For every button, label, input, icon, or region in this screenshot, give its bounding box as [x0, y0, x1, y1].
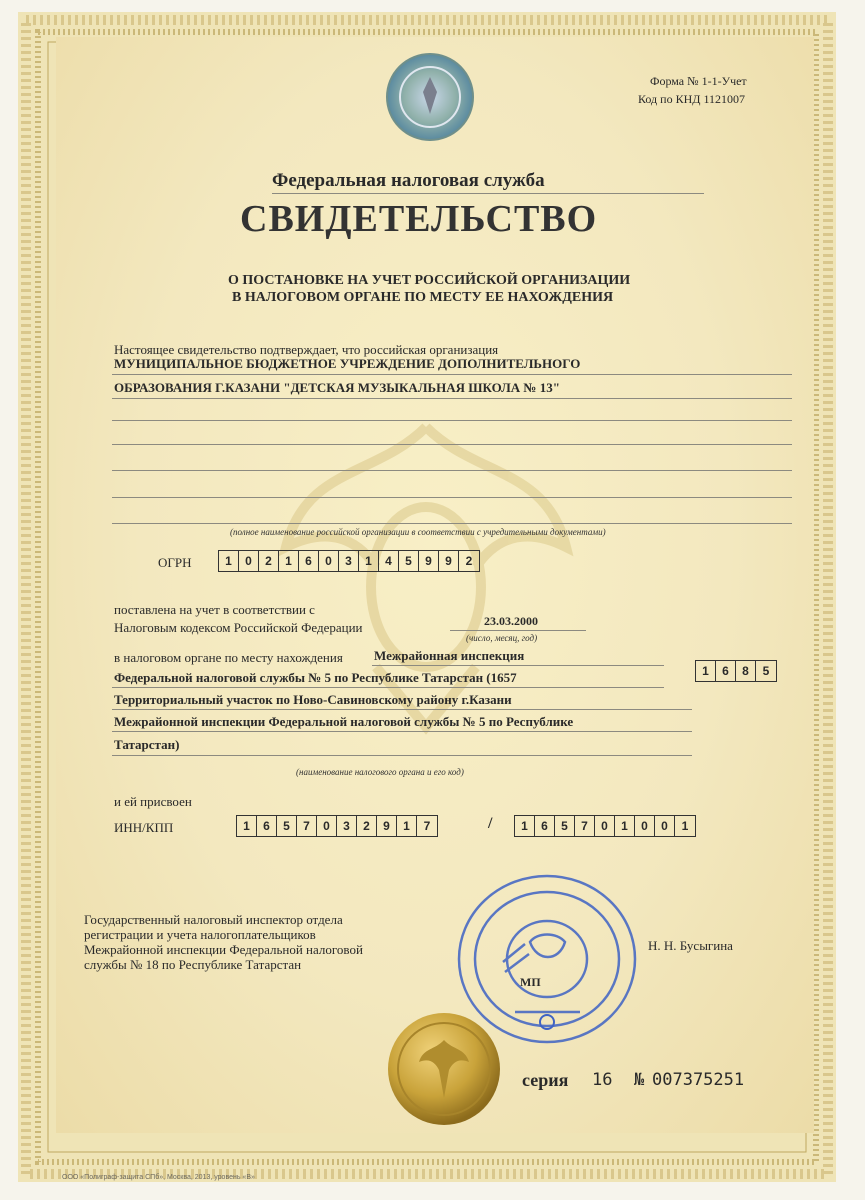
ogrn-digit: 3 — [339, 551, 359, 571]
rule — [372, 665, 664, 666]
inn-digit: 9 — [377, 816, 397, 836]
ogrn-boxes — [218, 550, 480, 572]
rule — [112, 444, 792, 445]
rule — [112, 497, 792, 498]
rule — [112, 420, 792, 421]
printer-info: ООО «Полиграф-защита СПб», Москва, 2013, уровень «В» — [62, 1174, 255, 1181]
rule — [112, 755, 692, 756]
hologram-emblem-icon — [385, 52, 475, 142]
kpp-digit: 1 — [681, 819, 689, 833]
kpp-boxes — [514, 815, 696, 837]
tax-authority-name-5: Татарстан) — [114, 737, 180, 752]
rule — [112, 687, 664, 688]
rule — [112, 398, 792, 399]
kpp-digit: 0 — [635, 816, 655, 836]
inspector-name: Н. Н. Бусыгина — [648, 938, 733, 953]
inn-digit: 7 — [297, 816, 317, 836]
rule — [450, 630, 586, 631]
series-label: серия — [522, 1070, 569, 1090]
document-number: 007375251 — [652, 1070, 745, 1090]
gold-seal-icon — [385, 1010, 503, 1128]
inn-boxes — [236, 815, 438, 837]
inn-digit: 7 — [423, 819, 431, 833]
ogrn-digit: 0 — [319, 551, 339, 571]
ogrn-digit: 1 — [219, 551, 239, 571]
document-title: СВИДЕТЕЛЬСТВО — [240, 198, 598, 240]
ogrn-digit: 1 — [279, 551, 299, 571]
date-caption: (число, месяц, год) — [466, 633, 538, 643]
knd-code: Код по КНД 1121007 — [638, 92, 745, 106]
ogrn-digit: 9 — [419, 551, 439, 571]
inn-digit: 3 — [337, 816, 357, 836]
inn-digit: 0 — [317, 816, 337, 836]
agency-name: Федеральная налоговая служба — [272, 170, 545, 191]
tax-authority-name-3: Территориальный участок по Ново-Савиновскому району г.Казани — [114, 692, 512, 707]
rule — [112, 731, 692, 732]
organization-caption: (полное наименование российской организации в соответствии с учредительными документами) — [230, 527, 606, 537]
registration-line-1: поставлена на учет в соответствии с — [114, 602, 315, 617]
inn-digit: 1 — [237, 816, 257, 836]
ogrn-digit: 5 — [399, 551, 419, 571]
ogrn-digit: 4 — [379, 551, 399, 571]
kpp-digit: 7 — [575, 816, 595, 836]
registration-line-2: Налоговым кодексом Российской Федерации — [114, 620, 363, 635]
tax-code-digit: 8 — [736, 661, 756, 681]
ogrn-label: ОГРН — [158, 555, 192, 570]
ogrn-digit: 9 — [439, 551, 459, 571]
kpp-digit: 1 — [515, 816, 535, 836]
inn-digit: 1 — [397, 816, 417, 836]
inn-digit: 2 — [357, 816, 377, 836]
tax-authority-code-boxes — [695, 660, 777, 682]
kpp-digit: 1 — [615, 816, 635, 836]
inspector-line-1: Государственный налоговый инспектор отдела — [84, 912, 343, 927]
organization-name-line-2: ОБРАЗОВАНИЯ Г.КАЗАНИ "ДЕТСКАЯ МУЗЫКАЛЬНАЯ ШКОЛА № 13" — [114, 380, 560, 395]
registration-date: 23.03.2000 — [484, 614, 538, 628]
series-number: 16 — [592, 1070, 613, 1090]
rule — [112, 523, 792, 524]
form-number: Форма № 1-1-Учет — [650, 74, 747, 88]
inn-digit: 5 — [277, 816, 297, 836]
agency-underline — [272, 193, 704, 194]
tax-authority-name-4: Межрайонной инспекции Федеральной налоговой службы № 5 по Республике — [114, 714, 574, 729]
ogrn-digit: 6 — [299, 551, 319, 571]
tax-authority-name-2: Федеральной налоговой службы № 5 по Республике Татарстан (1657 — [114, 670, 517, 685]
inspector-line-2: регистрации и учета налогоплательщиков — [84, 927, 316, 942]
inspector-line-3: Межрайонной инспекции Федеральной налоговой — [84, 942, 363, 957]
mp-mark: МП — [520, 975, 541, 989]
tax-code-digit: 6 — [716, 661, 736, 681]
tax-code-digit: 1 — [696, 661, 716, 681]
ogrn-digit: 0 — [239, 551, 259, 571]
inspector-title — [84, 912, 363, 972]
rule — [112, 374, 792, 375]
organization-name-line-1: МУНИЦИПАЛЬНОЕ БЮДЖЕТНОЕ УЧРЕЖДЕНИЕ ДОПОЛНИТЕЛЬНОГО — [114, 356, 581, 371]
subtitle-line-2: В НАЛОГОВОМ ОРГАНЕ ПО МЕСТУ ЕЕ НАХОЖДЕНИЯ — [232, 290, 614, 305]
kpp-digit: 0 — [595, 816, 615, 836]
tax-authority-name-1: Межрайонная инспекция — [374, 648, 525, 663]
tax-code-digit: 5 — [762, 664, 770, 678]
ogrn-digit: 2 — [465, 554, 473, 568]
subtitle-line-1: О ПОСТАНОВКЕ НА УЧЕТ РОССИЙСКОЙ ОРГАНИЗАЦИИ — [228, 273, 631, 288]
inn-kpp-label: ИНН/КПП — [114, 820, 174, 835]
kpp-digit: 5 — [555, 816, 575, 836]
organization-intro: Настоящее свидетельство подтверждает, что российская организация — [114, 342, 499, 357]
tax-authority-intro: в налоговом органе по месту нахождения — [114, 650, 343, 665]
ogrn-digit: 2 — [259, 551, 279, 571]
inn-digit: 6 — [257, 816, 277, 836]
inn-kpp-separator: / — [488, 815, 493, 832]
tax-authority-caption: (наименование налогового органа и его код) — [296, 767, 464, 777]
ogrn-digit: 1 — [359, 551, 379, 571]
number-prefix: № — [634, 1070, 645, 1090]
kpp-digit: 6 — [535, 816, 555, 836]
rule — [112, 470, 792, 471]
inspector-line-4: службы № 18 по Республике Татарстан — [84, 957, 302, 972]
kpp-digit: 0 — [655, 816, 675, 836]
assigned-label: и ей присвоен — [114, 794, 192, 809]
rule — [112, 709, 692, 710]
